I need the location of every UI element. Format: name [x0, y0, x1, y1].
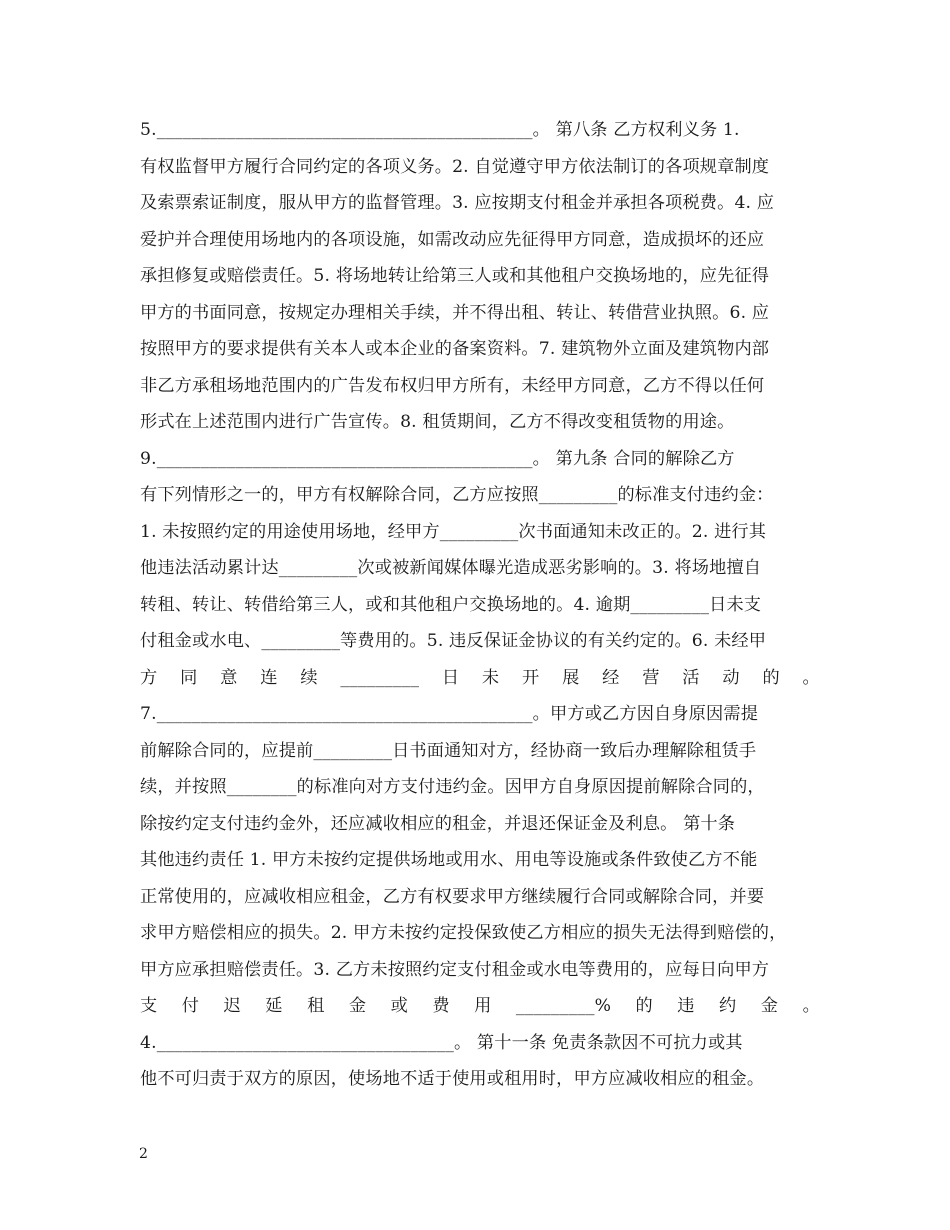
contract-body-text — [140, 112, 820, 1098]
text-line: 形式在上述范围内进行广告宣传。8. 租赁期间，乙方不得改变租赁物的用途。 — [140, 412, 735, 432]
blank-field: _________ — [340, 667, 420, 688]
text-fragment: 。 — [802, 667, 820, 688]
text-fragment: 金 — [760, 996, 779, 1016]
text-fragment: 费 — [432, 996, 450, 1016]
text-fragment: 开 — [521, 667, 540, 688]
text-line: 转租、转让、转借给第三人，或和其他租户交换场地的。4. 逾期_________日未支 — [140, 594, 762, 615]
text-line: 4.__________________________________。 第十一条 免责条款因不可抗力或其 — [140, 1032, 743, 1053]
text-fragment: 未 — [481, 667, 500, 688]
text-fragment: 或 — [390, 996, 408, 1016]
text-line: 7.___________________________________________。甲方或乙方因自身原因需提 — [140, 704, 759, 724]
text-fragment: 迟 — [223, 996, 241, 1016]
text-fragment: 。 — [802, 996, 820, 1016]
text-fragment: 的 — [762, 667, 780, 688]
text-line: 有下列情形之一的，甲方有权解除合同，乙方应按照_________的标准支付违约金： — [140, 485, 774, 505]
justified-text-line — [140, 660, 820, 697]
text-fragment: 续 — [300, 667, 318, 688]
text-fragment: 付 — [181, 996, 200, 1016]
text-line: 爱护并合理使用场地内的各项设施，如需改动应先征得甲方同意，造成损坏的还应 — [140, 229, 765, 250]
text-line: 他违法活动累计达_________次或被新闻媒体曝光造成恶劣影响的。3. 将场地擅自 — [140, 558, 762, 578]
text-line: 9.___________________________________________。 第九条 合同的解除乙方 — [140, 448, 735, 469]
text-line: 他不可归责于双方的原因，使场地不适于使用或租用时，甲方应减收相应的租金。 — [140, 1069, 765, 1089]
text-line: 其他违约责任 1. 甲方未按约定提供场地或用水、用电等设施或条件致使乙方不能 — [140, 850, 758, 870]
text-line: 有权监督甲方履行合同约定的各项义务。2. 自觉遵守甲方依法制订的各项规章制度 — [140, 156, 770, 177]
text-fragment: 日 — [441, 667, 460, 688]
text-fragment: 同 — [180, 667, 198, 688]
justified-text-line — [140, 988, 820, 1025]
text-line: 甲方的书面同意，按规定办理相关手续，并不得出租、转让、转借营业执照。6. 应 — [140, 302, 770, 323]
text-fragment: 动 — [722, 667, 740, 688]
text-fragment: 意 — [220, 667, 238, 688]
text-fragment: 约 — [719, 996, 737, 1016]
text-line: 5.___________________________________________。 第八条 乙方权利义务 1. — [140, 120, 740, 140]
text-line: 非乙方承租场地范围内的广告发布权归甲方所有，未经甲方同意，乙方不得以任何 — [140, 375, 765, 396]
text-fragment: 延 — [265, 996, 283, 1016]
text-fragment: 经 — [602, 667, 620, 688]
text-line: 前解除合同的，应提前_________日书面通知对方，经协商一致后办理解除租赁手 — [140, 740, 757, 761]
text-line: 1. 未按照约定的用途使用场地，经甲方_________次书面通知未改正的。2. 进行其 — [140, 521, 767, 542]
text-fragment: 营 — [642, 667, 660, 688]
text-fragment: 支 — [140, 996, 158, 1016]
text-line: 承担修复或赔偿责任。5. 将场地转让给第三人或和其他租户交换场地的，应先征得 — [140, 266, 770, 286]
text-line: 甲方应承担赔偿责任。3. 乙方未按照约定支付租金或水电等费用的，应每日向甲方 — [140, 959, 770, 980]
blank-field: _________% — [515, 996, 612, 1016]
page-number: 2 — [139, 1146, 148, 1162]
text-fragment: 活 — [682, 667, 700, 688]
text-fragment: 方 — [140, 667, 158, 688]
text-line: 续，并按照________的标准向对方支付违约金。因甲方自身原因提前解除合同的， — [140, 777, 765, 797]
text-fragment: 租 — [307, 996, 325, 1016]
text-line: 正常使用的，应减收相应租金，乙方有权要求甲方继续履行合同或解除合同，并要 — [140, 886, 765, 907]
text-line: 按照甲方的要求提供有关本人或本企业的备案资料。7. 建筑物外立面及建筑物内部 — [140, 339, 770, 359]
text-fragment: 的 — [635, 996, 653, 1016]
text-line: 除按约定支付违约金外，还应减收相应的租金，并退还保证金及利息。 第十条 — [140, 813, 736, 834]
text-line: 求甲方赔偿相应的损失。2. 甲方未按约定投保致使乙方相应的损失无法得到赔偿的， — [140, 923, 787, 943]
text-line: 及索票索证制度，服从甲方的监督管理。3. 应按期支付租金并承担各项税费。4. 应 — [140, 193, 775, 213]
text-fragment: 用 — [474, 996, 492, 1016]
text-fragment: 金 — [348, 996, 367, 1016]
text-fragment: 展 — [562, 667, 580, 688]
text-line: 付租金或水电、_________等费用的。5. 违反保证金协议的有关约定的。6. 未经甲 — [140, 631, 767, 651]
text-fragment: 连 — [260, 667, 278, 688]
text-fragment: 违 — [677, 996, 695, 1016]
